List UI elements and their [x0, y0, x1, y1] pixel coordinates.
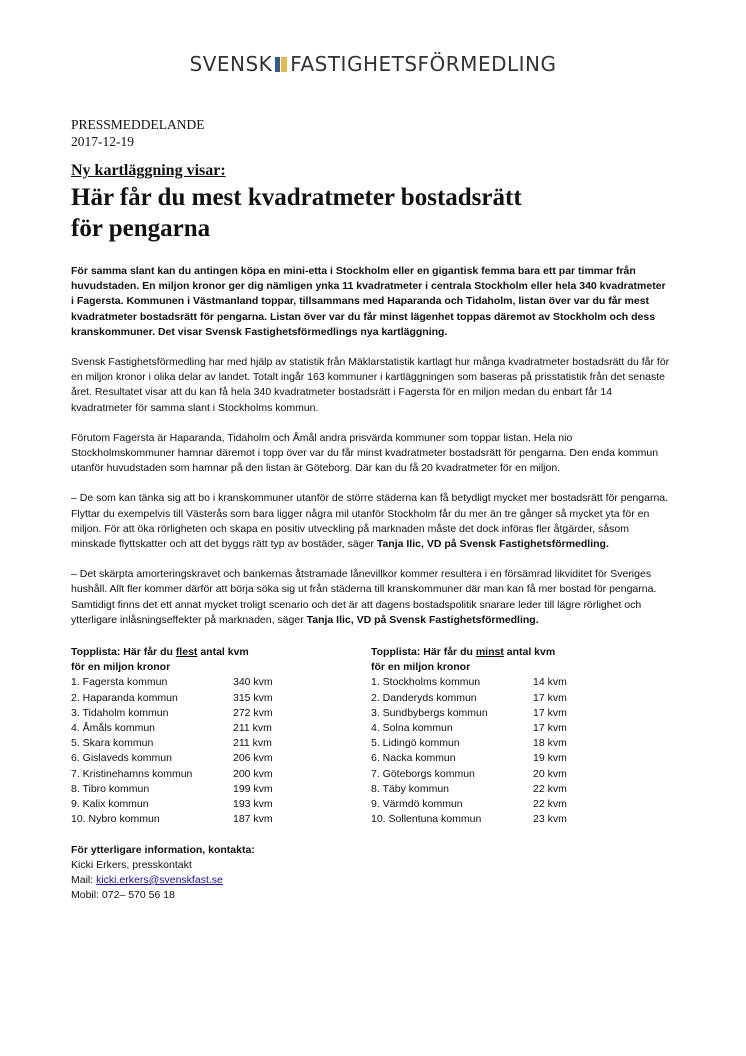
row-name: 4. Åmåls kommun: [71, 722, 156, 735]
row-value: 206 kvm: [233, 752, 273, 765]
row-value: 340 kvm: [233, 676, 273, 689]
row-value: 211 kvm: [233, 722, 272, 735]
document-type: PRESSMEDDELANDE: [71, 117, 205, 132]
table-row: [71, 782, 371, 797]
row-name: 6. Gislaveds kommun: [71, 752, 172, 765]
contact-heading: För ytterligare information, kontakta:: [71, 843, 255, 856]
table-row: [371, 675, 671, 690]
paragraph-2: Förutom Fagersta är Haparanda, Tidaholm och Åmål andra prisvärda kommuner som toppar listan. Hela nio Stockholmskommuner hamnar däremot i topp över var du får minst kvadratmeter bostadsrätt för pengarna. Den enda kommun utanför huvudstaden som hamnar på den listan är Göteborg. Där kan du få 20 kvadratmeter för en miljon.: [71, 431, 659, 475]
quote-text: – Det skärpta amorteringskravet och bankernas åtstramade lånevillkor kommer resultera i en försämrad likviditet för Sveriges hushåll. Allt fler kommer därför att börja söka sig ut från städerna till kranskommuner där man kan få mer bostad för pengarna. Samtidigt finns det ett annat mycket troligt scenario och det är att dagens bostadspolitik snarare leder till lägre rörlighet och ytterligare inlåsningseffekter på marknaden, säger: [71, 568, 657, 626]
row-value: 211 kvm: [233, 737, 272, 750]
table-row: [371, 812, 671, 827]
table-row: [371, 797, 671, 812]
row-value: 17 kvm: [533, 722, 567, 735]
row-value: 272 kvm: [233, 706, 273, 719]
row-name: 4. Solna kommun: [371, 722, 453, 735]
row-name: 5. Skara kommun: [71, 737, 154, 750]
toplist-most-subtitle: för en miljon kronor: [71, 661, 171, 674]
headline-line-2: för pengarna: [71, 215, 211, 242]
row-name: 7. Kristinehamns kommun: [71, 767, 193, 780]
headline: [71, 182, 671, 244]
toplist-most-title: Topplista: Här får du flest antal kvm: [71, 646, 249, 659]
row-name: 3. Sundbybergs kommun: [371, 706, 488, 719]
contact-mail-link[interactable]: kicki.erkers@svenskfast.se: [96, 873, 223, 886]
table-row: [71, 736, 371, 751]
table-row: [71, 751, 371, 766]
row-value: 193 kvm: [233, 798, 273, 811]
row-name: 5. Lidingö kommun: [371, 737, 460, 750]
headline-line-1: Här får du mest kvadratmeter bostadsrätt: [71, 184, 522, 211]
row-value: 315 kvm: [233, 691, 273, 704]
headline-kicker: Ny kartläggning visar:: [71, 162, 226, 179]
toplist-least: [371, 645, 671, 827]
flag-icon: [275, 57, 287, 72]
table-row: [371, 706, 671, 721]
table-row: [71, 797, 371, 812]
row-name: 10. Nybro kommun: [71, 813, 160, 826]
contact-info: [71, 843, 671, 904]
row-value: 187 kvm: [233, 813, 273, 826]
row-name: 9. Värmdö kommun: [371, 798, 463, 811]
row-name: 1. Stockholms kommun: [371, 676, 481, 689]
contact-name: Kicki Erkers, presskontakt: [71, 858, 192, 871]
row-value: 14 kvm: [533, 676, 567, 689]
quote-speaker: Tanja Ilic, VD på Svensk Fastighetsförmedling.: [306, 613, 539, 626]
table-row: [71, 706, 371, 721]
row-name: 2. Haparanda kommun: [71, 691, 178, 704]
row-value: 17 kvm: [533, 691, 567, 704]
row-name: 10. Sollentuna kommun: [371, 813, 482, 826]
table-row: [71, 721, 371, 736]
table-row: [71, 691, 371, 706]
row-value: 19 kvm: [533, 752, 567, 765]
row-name: 8. Täby kommun: [371, 782, 450, 795]
row-value: 22 kvm: [533, 782, 567, 795]
paragraph-1: Svensk Fastighetsförmedling har med hjälp av statistik från Mäklarstatistik kartlagt hur många kvadratmeter bostadsrätt du får för en miljon kronor i olika delar av landet. Totalt ingår 163 kommuner i kartläggningen som baseras på prisstatistik från det senaste året. Resultatet visar att du kan få hela 340 kvadratmeter bostadsrätt i Fagersta för en miljon medan du enbart får 14 kvadratmeter för samma slant i Stockholms kommun.: [71, 356, 670, 414]
contact-phone: Mobil: 072– 570 56 18: [71, 889, 175, 902]
row-value: 199 kvm: [233, 782, 273, 795]
contact-mail: Mail: kicki.erkers@svenskfast.se: [71, 873, 223, 886]
logo-text-left: SVENSK: [189, 52, 273, 76]
row-name: 1. Fagersta kommun: [71, 676, 168, 689]
quote-speaker: Tanja Ilic, VD på Svensk Fastighetsförmedling.: [376, 538, 609, 551]
document-body: [71, 116, 671, 903]
row-name: 2. Danderyds kommun: [371, 691, 477, 704]
lead-paragraph: För samma slant kan du antingen köpa en mini-etta i Stockholm eller en gigantisk femma bara ett par timmar från huvudstaden. En miljon kronor ger dig nämligen ynka 11 kvadratmeter i centrala Stockholm eller hela 340 kvadratmeter i Fagersta. Kommunen i Västmanland toppar, tillsammans med Haparanda och Tidaholm, listan över var du får mest kvadratmeter bostadsrätt för pengarna. Listan över var du får minst lägenhet toppas däremot av Stockholm och dess kranskommuner. Det visar Svensk Fastighetsförmedlings nya kartläggning.: [71, 265, 666, 338]
table-row: [71, 812, 371, 827]
table-row: [371, 691, 671, 706]
row-name: 8. Tibro kommun: [71, 782, 150, 795]
table-row: [371, 751, 671, 766]
paragraph-3: [71, 491, 671, 552]
toplists: [71, 645, 671, 827]
row-value: 17 kvm: [533, 706, 567, 719]
row-name: 7. Göteborgs kommun: [371, 767, 475, 780]
table-row: [371, 767, 671, 782]
toplist-least-title: Topplista: Här får du minst antal kvm: [371, 646, 556, 659]
table-row: [371, 782, 671, 797]
company-logo: [0, 52, 746, 76]
paragraph-4: [71, 567, 671, 628]
row-name: 6. Nacka kommun: [371, 752, 456, 765]
table-row: [371, 721, 671, 736]
row-value: 18 kvm: [533, 737, 567, 750]
table-row: [371, 736, 671, 751]
table-row: [71, 767, 371, 782]
row-value: 20 kvm: [533, 767, 567, 780]
document-date: 2017-12-19: [71, 134, 134, 149]
toplist-least-subtitle: för en miljon kronor: [371, 661, 471, 674]
logo-text-right: FASTIGHETSFÖRMEDLING: [290, 52, 557, 76]
row-value: 22 kvm: [533, 798, 567, 811]
table-row: [71, 675, 371, 690]
quote-text: – De som kan tänka sig att bo i kranskommuner utanför de större städerna kan få betydligt mycket mer bostadsrätt för pengarna. Flyttar du exempelvis till Västerås som bara ligger några mil utanför Stockholm får du mer än tre gånger så mycket yta för en miljon. För att öka rörligheten och skapa en positiv utveckling på marknaden måste det dock införas fler åtgärder, såsom minskade flyttskatter och att det byggs rätt typ av bostäder, säger: [71, 492, 669, 551]
toplist-most: [71, 645, 371, 827]
row-name: 3. Tidaholm kommun: [71, 706, 169, 719]
row-value: 23 kvm: [533, 813, 567, 826]
row-value: 200 kvm: [233, 767, 273, 780]
row-name: 9. Kalix kommun: [71, 798, 149, 811]
